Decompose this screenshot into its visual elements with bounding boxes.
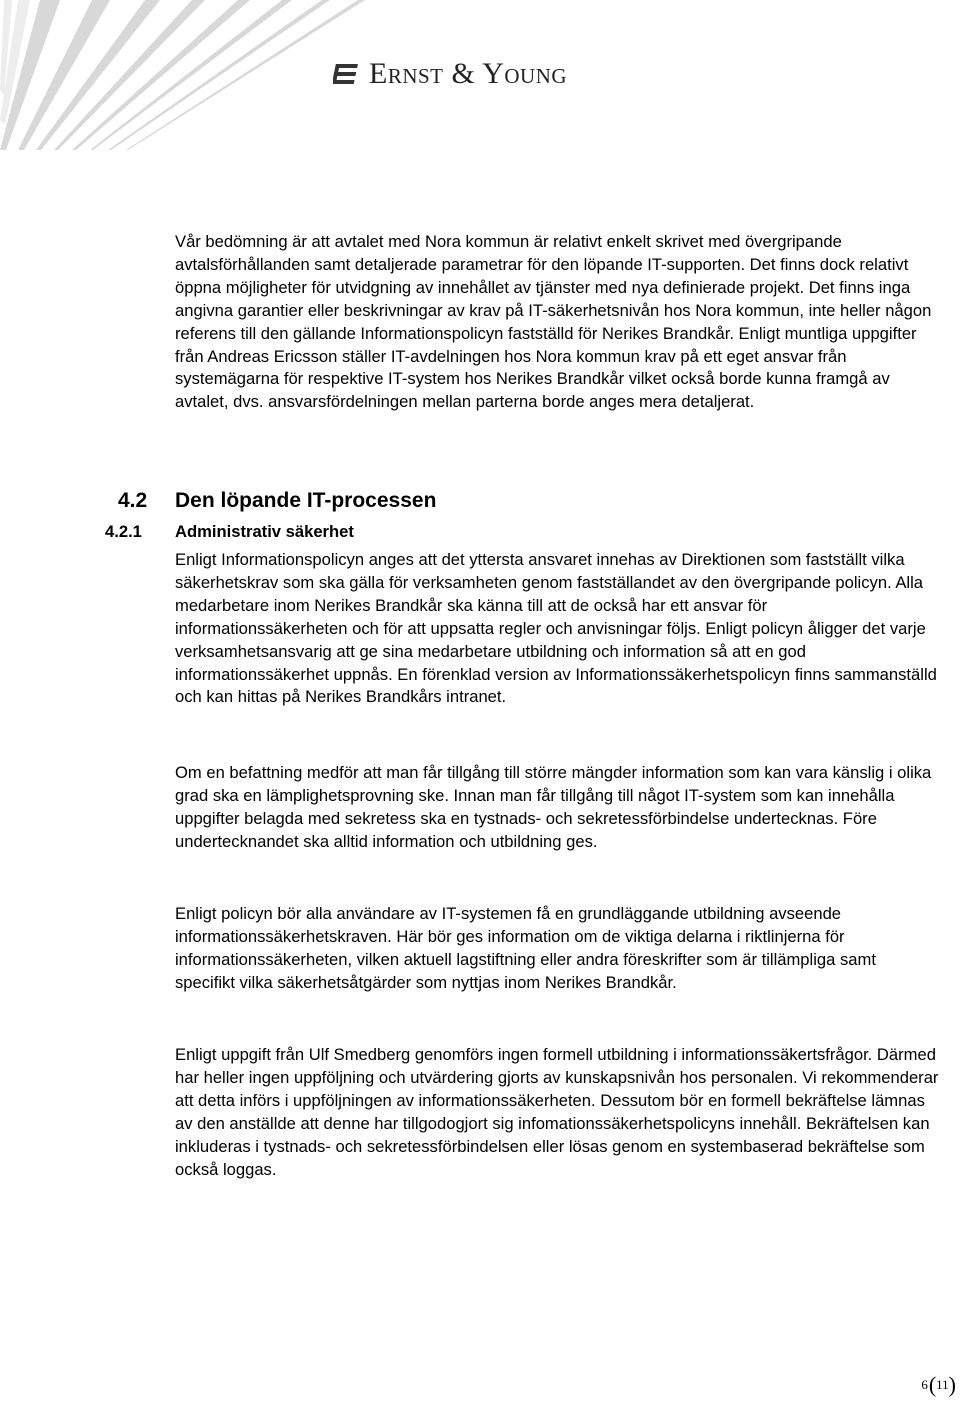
subsection-title: Administrativ säkerhet	[175, 522, 354, 541]
paragraph-suitability: Om en befattning medför att man får tillgång till större mängder information som kan vara känslig i olika grad ska en lämplighetsprovning ske. Innan man får tillgång till något IT-system som kan innehålla uppgifter belagda med sekretess ska en tystnads- och sekretessförbindelse undertecknas. Före undertecknandet ska alltid information och utbildning ges.	[175, 763, 932, 851]
paragraph-policy: Enligt Informationspolicyn anges att det yttersta ansvaret innehas av Direktionen som fastställt vilka säkerhetskrav som ska gälla för verksamheten genom fastställandet av den övergripande policyn. Alla medarbetare inom Nerikes Brandkår ska känna till att de också har ett ansvar för informationssäkerheten och för att uppsatta regler och anvisningar följs. Enligt policyn åligger det varje verksamhetsansvarig att ge sina medarbetare utbildning och information så att en god informationssäkerhet uppnås. En förenklad version av Informationssäkerhetspolicyn finns sammanställd och kan hittas på Nerikes Brandkårs intranet.	[175, 550, 937, 707]
logo-wordmark: Ernst & Young	[369, 57, 568, 90]
section-heading	[118, 487, 436, 515]
section-number: 4.2	[118, 489, 148, 512]
paragraph-training: Enligt policyn bör alla användare av IT-systemen få en grundläggande utbildning avseende informationssäkerhetskraven. Här bör ges information om de viktiga delarna i riktlinjerna för informationssäkerheten, vilken aktuell lagstiftning eller andra föreskrifter som är tillämpliga samt specifikt vilka säkerhetsåtgärder som nyttjas inom Nerikes Brandkår.	[175, 904, 876, 992]
light-rays-icon	[0, 0, 380, 160]
ernst-young-logo	[333, 56, 567, 92]
paragraph-assessment: Vår bedömning är att avtalet med Nora kommun är relativt enkelt skrivet med övergripande avtalsförhållanden samt detaljerade parametrar för den löpande IT-supporten. Det finns dock relativt öppna möjligheter för utvidgning av innehållet av tjänster med nya definierade projekt. Det finns inga angivna garantier eller beskrivningar av krav på IT-säkerhetsnivån hos Nora kommun, inte heller någon referens till den gällande Informationspolicyn fastställd för Nerikes Brandkår. Enligt muntliga uppgifter från Andreas Ericsson ställer IT-avdelningen hos Nora kommun krav på ett eget ansvar från systemägarna för respektive IT-system hos Nerikes Brandkår vilket också borde kunna framgå av avtalet, dvs. ansvarsfördelningen mellan parterna borde anges mera detaljerat.	[175, 232, 932, 412]
subsection-number: 4.2.1	[105, 522, 142, 541]
page-total: 11	[936, 1377, 949, 1392]
section-title: Den löpande IT-processen	[175, 489, 437, 512]
ernst-young-stripes-icon	[333, 59, 363, 89]
subsection-heading	[105, 520, 354, 544]
paragraph-recommendation: Enligt uppgift från Ulf Smedberg genomförs ingen formell utbildning i informationssäkertsfrågor. Därmed har heller ingen uppföljning och utvärdering gjorts av kunskapsnivån hos personalen. Vi rekommenderar att detta införs i uppföljningen av informationssäkerheten. Dessutom bör en formell bekräftelse lämnas av den anställde att denne har tillgodogjort sig infomationssäkerhetspolicyns innehåll. Bekräftelsen kan inkluderas i tystnads- och sekretessförbindelsen eller lösas genom en systembaserad bekräftelse som också loggas.	[175, 1045, 939, 1179]
page-number: 6(11)	[921, 1372, 956, 1397]
page-current: 6	[921, 1377, 928, 1392]
